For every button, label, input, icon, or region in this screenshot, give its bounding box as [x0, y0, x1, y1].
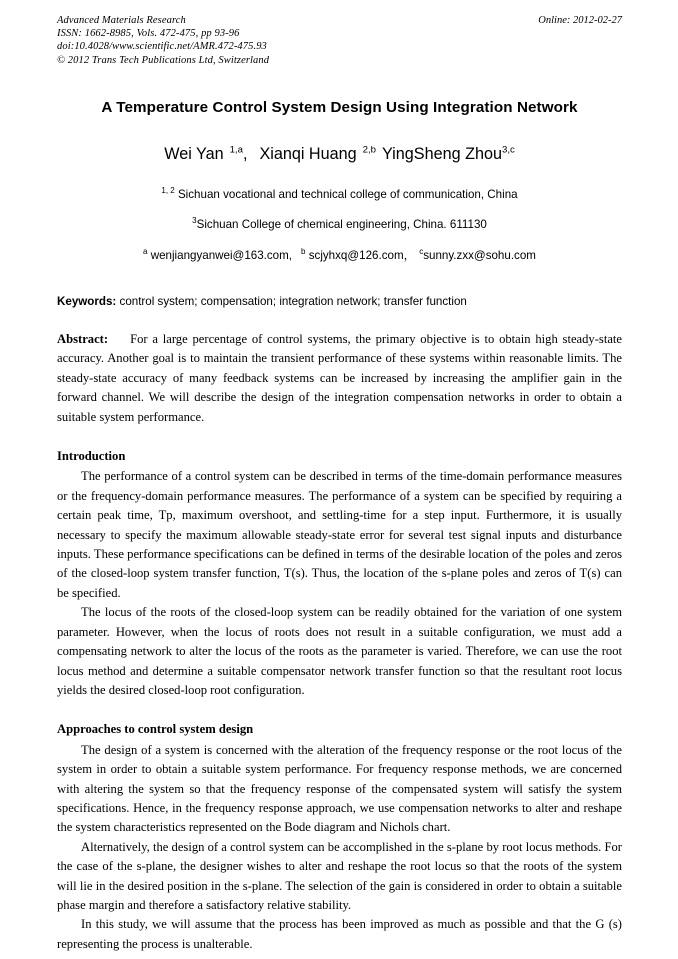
author-name: YingSheng Zhou [381, 145, 502, 163]
online-publication-date: Online: 2012-02-27 [538, 15, 622, 26]
section-heading-approaches: Approaches to control system design [57, 722, 254, 737]
abstract-text: For a large percentage of control systems, the primary objective is to obtain high steady-state accuracy. Another goal is to maintain the transient performance of these systems within reasonable limits. The steady-state accuracy of many feedback systems can be increased by increasing the amplifier gain in the forward channel. We will describe the design of the integration compensation networks in order to obtain a suitable system performance. [57, 332, 622, 424]
author-affiliation-marker: 1,a [229, 144, 243, 156]
journal-info-block [57, 14, 622, 67]
affiliation-text: Sichuan College of chemical engineering, China. 611130 [196, 218, 487, 231]
email-marker: b [301, 247, 306, 257]
keywords-line [57, 294, 622, 310]
running-header [57, 14, 622, 76]
affiliation-line [57, 217, 622, 233]
issn-volume-pages: ISSN: 1662-8985, Vols. 472-475, pp 93-96 [57, 28, 240, 40]
author-name: Wei Yan [164, 145, 224, 163]
email-address[interactable]: wenjiangyanwei@163.com [150, 249, 289, 262]
email-marker: a [143, 247, 148, 257]
email-separator: , [288, 249, 293, 262]
author-entry [382, 145, 515, 163]
paragraph: The performance of a control system can be described in terms of the time-domain performance measures or the frequency-domain performance measures. The performance of a system can be specified by requiring a certain peak time, Tp, maximum overshoot, and settling-time for a step input. Furthermore, it is usually necessary to specify the maximum allowable steady-state error for several test signal inputs and disturbance inputs. These performance specifications can be defined in terms of the desirable location of the poles and zeros of the closed-loop system transfer function, T(s). Thus, the location of the s-plane poles and zeros of T(s) can be specified. [57, 469, 622, 600]
affiliation-text: Sichuan vocational and technical college of communication, China [177, 188, 518, 201]
author-email-line [57, 248, 622, 264]
section-heading-introduction: Introduction [57, 449, 126, 464]
affiliation-line [57, 187, 622, 203]
keywords-label: Keywords: [57, 295, 117, 308]
paragraph: Alternatively, the design of a control system can be accomplished in the s-plane by root locus methods. For the case of the s-plane, the designer wishes to alter and reshape the root locus so that the roots of the system will lie in the desired position in the s-plane. The selection of the gain is considered in order to obtain a suitable phase margin and therefore a satisfactory relative stability. [57, 839, 622, 912]
copyright-line: © 2012 Trans Tech Publications Ltd, Switzerland [57, 54, 270, 66]
paragraph: In this study, we will assume that the process has been improved as much as possible and that the G (s) representing the process is unalterable. [57, 917, 622, 951]
affiliation-marker: 1, 2 [161, 186, 175, 196]
keywords-text: control system; compensation; integration network; transfer function [119, 295, 467, 308]
abstract-label: Abstract: [57, 332, 109, 346]
author-name: Xianqi Huang [259, 145, 357, 163]
author-affiliation-marker: 3,c [501, 144, 515, 156]
doi-line: doi:10.4028/www.scientific.net/AMR.472-475.93 [57, 41, 267, 53]
paragraph: The design of a system is concerned with the alteration of the frequency response or the root locus of the system in order to obtain a suitable system performance. For frequency response methods, we are concerned with altering the system so that the frequency response of the compensated system will satisfy the system specifications. Hence, in the frequency response approach, we use compensation networks to alter and reshape the system characteristics represented on the Bode diagram and Nichols chart. [57, 742, 622, 835]
affiliation-marker: 3 [192, 216, 197, 226]
author-list [57, 143, 622, 165]
abstract-block [57, 330, 622, 427]
email-address[interactable]: scjyhxq@126.com [308, 249, 404, 262]
email-address[interactable]: sunny.zxx@sohu.com [423, 249, 536, 262]
paragraph: The locus of the roots of the closed-loop system can be readily obtained for the variation of one system parameter. However, when the locus of roots does not result in a suitable configuration, we must add a compensating network to alter the locus of the roots as the parameter is varied. Therefore, we can use the root locus method and determine a suitable compensator network transfer function so that the resultant root locus yields the desired closed-loop root configuration. [57, 605, 622, 697]
author-separator: , [242, 145, 248, 163]
page-title: A Temperature Control System Design Using Integration Network [101, 99, 578, 116]
journal-name: Advanced Materials Research [57, 15, 186, 26]
email-marker: c [419, 247, 424, 257]
email-separator: ， [403, 249, 416, 262]
author-entry [164, 145, 247, 163]
author-entry [259, 145, 376, 163]
author-affiliation-marker: 2,b [362, 144, 376, 156]
